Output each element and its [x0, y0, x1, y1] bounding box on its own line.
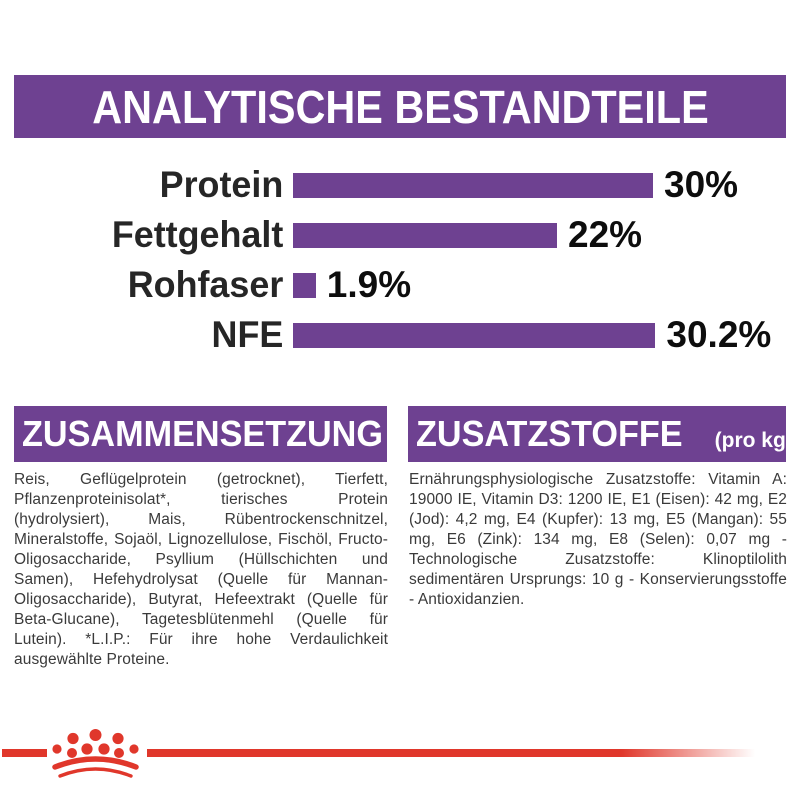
chart-label-rohfaser: Rohfaser: [127, 264, 284, 305]
analytical-constituents-chart: [0, 160, 800, 360]
chart-bar-nfe: [293, 323, 655, 348]
chart-value-protein: 30%: [664, 164, 739, 205]
chart-bar-protein: [293, 173, 653, 198]
chart-row-nfe: [0, 310, 800, 360]
additives-header: [408, 406, 793, 462]
additives-text: Ernährungsphysiologische Zusatzstoffe: Vitamin A: 19000 IE, Vitamin D3: 1200 IE, E1 (Eisen): 42 mg, E2 (Jod): 4,2 mg, E4 (Kupfer): 13 mg, E5 (Mangan): 55 mg, E6 (Zink): 134 mg, E8 (Selen): 0,07 mg - Technologische Zusatzstoffe: Klinoptilolith sedimentären Ursprungs: 10 g - Konservierungsstoffe - Antioxidanzien.: [409, 471, 787, 608]
royal-canin-crown-icon: [50, 729, 142, 783]
chart-label-fettgehalt: Fettgehalt: [111, 214, 284, 255]
chart-row-rohfaser: [0, 260, 800, 310]
composition-text: Reis, Geflügelprotein (getrocknet), Tierfett, Pflanzenproteinisolat*, tierisches Protein (hydrolysiert), Mais, Rübentrockenschnitzel, Mineralstoffe, Sojaöl, Lignozellulose, Fischöl, Fructo-Oligosaccharide, Psyllium (Hüllschichten und Samen), Hefehydrolysat (Quelle für Mannan-Oligosaccharide), Butyrat, Hefeextrakt (Quelle für Beta-Glucane), Tagetesblütenmehl (Quelle für Lutein). *L.I.P.: Für ihre hohe Verdaulichkeit ausgewählte Proteine.: [14, 471, 388, 668]
analytical-constituents-header: [14, 75, 786, 138]
chart-bar-rohfaser: [293, 273, 316, 298]
footer-rule-right: [147, 749, 755, 757]
chart-value-nfe: 30.2%: [666, 314, 772, 355]
footer-rule-left: [2, 749, 47, 757]
chart-label-protein: Protein: [159, 164, 284, 205]
chart-row-protein: [0, 160, 800, 210]
chart-row-fettgehalt: [0, 210, 800, 260]
additives-title: ZUSATZSTOFFE: [416, 413, 683, 454]
composition-header: [14, 406, 387, 462]
chart-label-nfe: NFE: [211, 314, 284, 355]
chart-bar-fettgehalt: [293, 223, 557, 248]
analytical-constituents-title: ANALYTISCHE BESTANDTEILE: [91, 80, 709, 133]
additives-subtitle: (pro kg): [714, 429, 793, 452]
composition-title: ZUSAMMENSETZUNG: [22, 413, 383, 454]
chart-value-fettgehalt: 22%: [568, 214, 643, 255]
chart-value-rohfaser: 1.9%: [326, 264, 412, 305]
